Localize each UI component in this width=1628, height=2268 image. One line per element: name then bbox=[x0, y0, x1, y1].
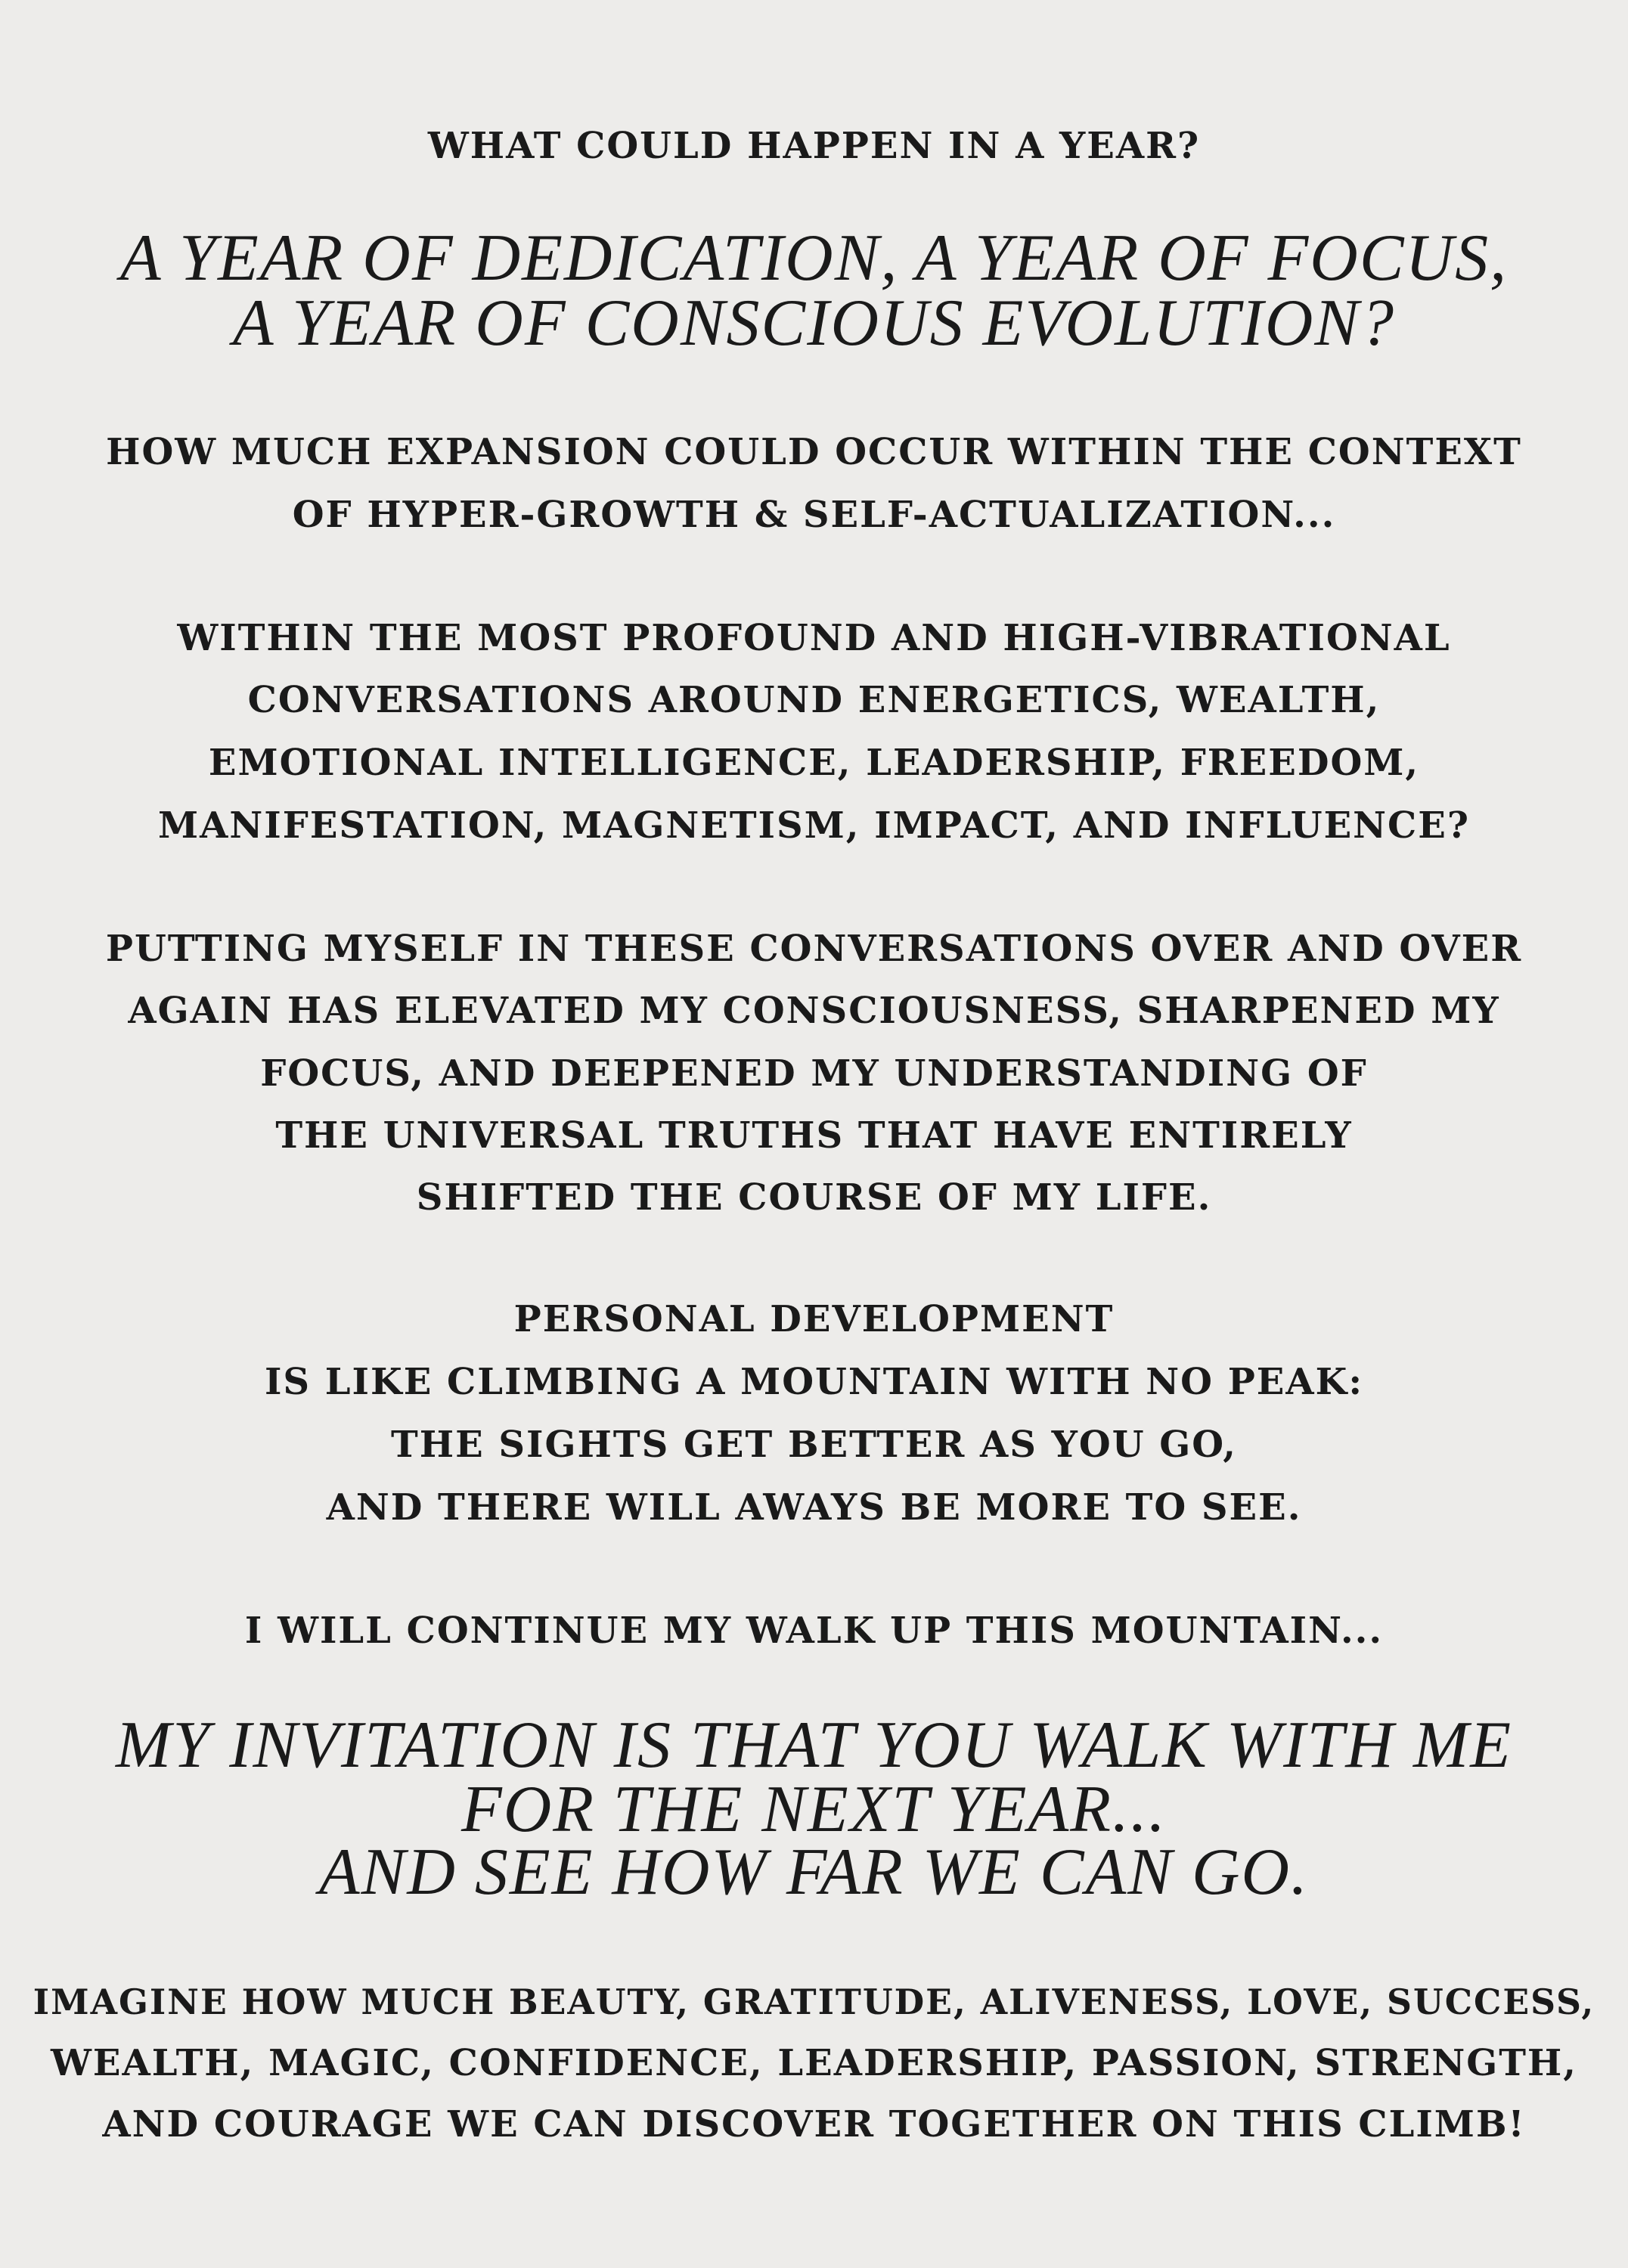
headline-line: A YEAR OF DEDICATION, A YEAR OF FOCUS, bbox=[119, 222, 1509, 295]
invitation-line: MY INVITATION IS THAT YOU WALK WITH ME bbox=[115, 1709, 1513, 1782]
paragraph-line: PUTTING MYSELF IN THESE CONVERSATIONS OVER AND OVER bbox=[105, 928, 1523, 970]
paragraph-line: HOW MUCH EXPANSION COULD OCCUR WITHIN THE CONTEXT bbox=[106, 431, 1522, 473]
paragraph-line: CONVERSATIONS AROUND ENERGETICS, WEALTH, bbox=[247, 679, 1381, 721]
paragraph-line: WITHIN THE MOST PROFOUND AND HIGH-VIBRATIONAL bbox=[177, 617, 1451, 659]
paragraph-line: THE SIGHTS GET BETTER AS YOU GO, bbox=[391, 1424, 1237, 1466]
paragraph-line: AND COURAGE WE CAN DISCOVER TOGETHER ON THIS CLIMB! bbox=[102, 2103, 1526, 2146]
paragraph-line: PERSONAL DEVELOPMENT bbox=[513, 1298, 1115, 1340]
headline-line: A YEAR OF CONSCIOUS EVOLUTION? bbox=[232, 287, 1396, 360]
paragraph-line: MANIFESTATION, MAGNETISM, IMPACT, AND INFLUENCE? bbox=[158, 804, 1470, 847]
paragraph-line: IS LIKE CLIMBING A MOUNTAIN WITH NO PEAK: bbox=[264, 1361, 1364, 1403]
paragraph-line: IMAGINE HOW MUCH BEAUTY, GRATITUDE, ALIVENESS, LOVE, SUCCESS, bbox=[33, 1981, 1595, 2022]
invitation-line: AND SEE HOW FAR WE CAN GO. bbox=[318, 1836, 1310, 1909]
page-heading: WHAT COULD HAPPEN IN A YEAR? bbox=[427, 125, 1201, 167]
paragraph-line: FOCUS, AND DEEPENED MY UNDERSTANDING OF bbox=[260, 1052, 1368, 1095]
paragraph-line: AND THERE WILL AWAYS BE MORE TO SEE. bbox=[326, 1486, 1302, 1529]
paragraph-line: AGAIN HAS ELEVATED MY CONSCIOUSNESS, SHARPENED MY bbox=[128, 990, 1500, 1032]
paragraph-line: WEALTH, MAGIC, CONFIDENCE, LEADERSHIP, PASSION, STRENGTH, bbox=[51, 2042, 1577, 2084]
paragraph-continue: I WILL CONTINUE MY WALK UP THIS MOUNTAIN... bbox=[244, 1610, 1384, 1652]
invitation-line: FOR THE NEXT YEAR... bbox=[460, 1773, 1168, 1846]
paragraph-line: EMOTIONAL INTELLIGENCE, LEADERSHIP, FREEDOM, bbox=[208, 742, 1420, 784]
paragraph-line: THE UNIVERSAL TRUTHS THAT HAVE ENTIRELY bbox=[275, 1114, 1353, 1157]
paragraph-line: SHIFTED THE COURSE OF MY LIFE. bbox=[416, 1176, 1212, 1219]
paragraph-line: OF HYPER-GROWTH & SELF-ACTUALIZATION... bbox=[292, 494, 1336, 536]
